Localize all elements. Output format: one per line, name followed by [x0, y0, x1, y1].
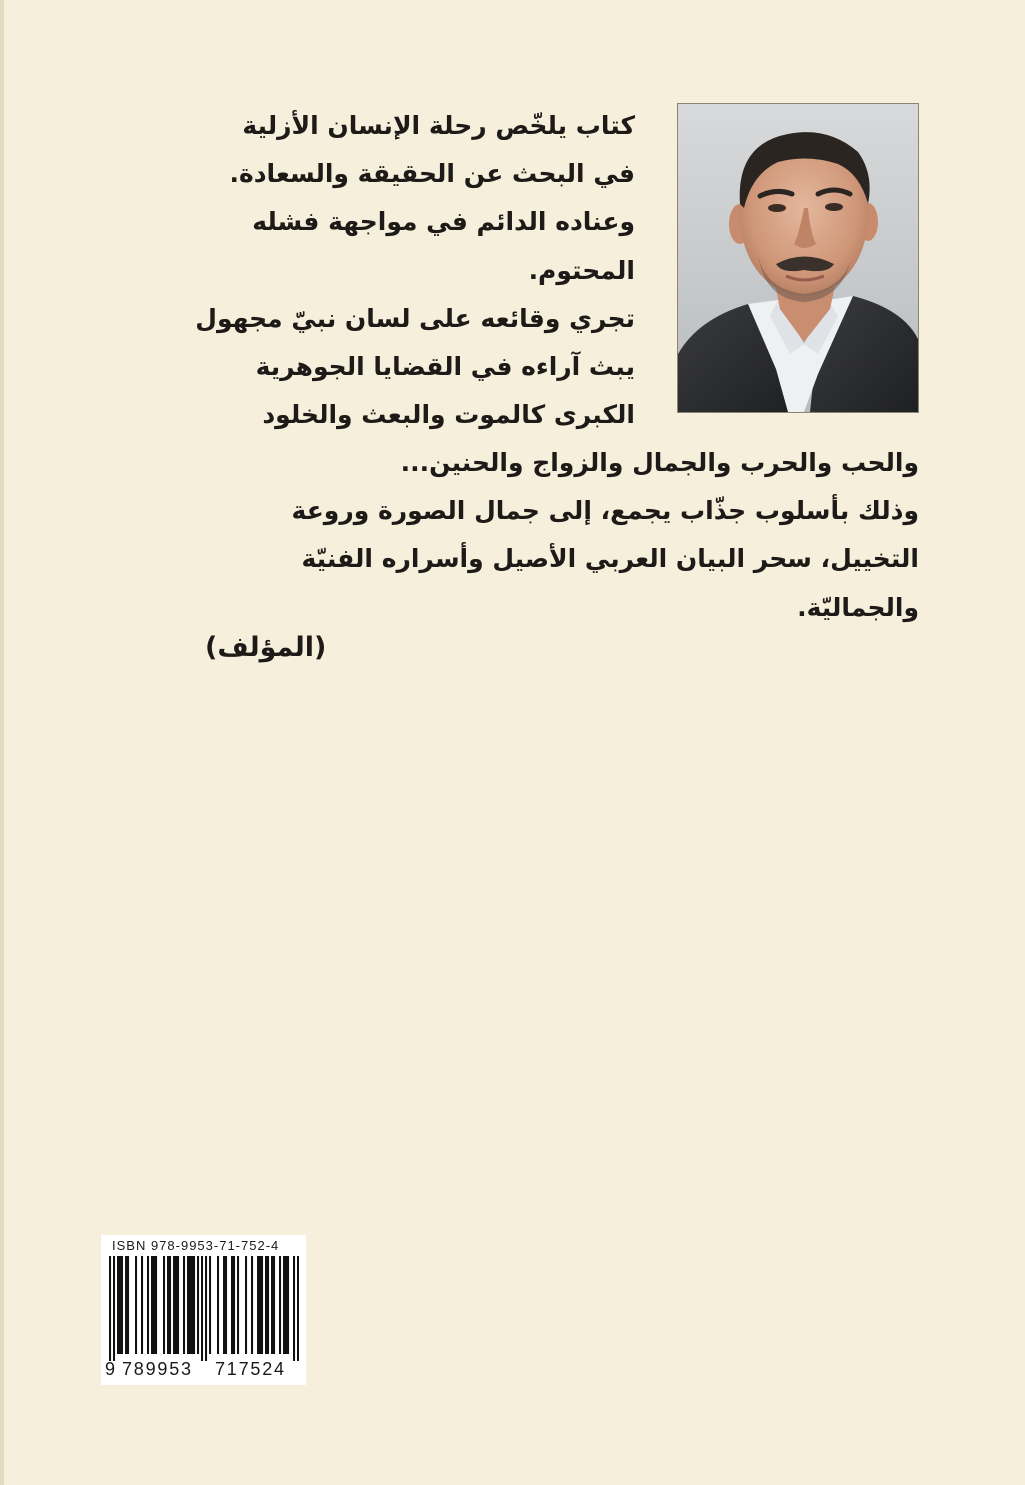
barcode-bar	[113, 1256, 115, 1361]
barcode-bar	[163, 1256, 165, 1354]
barcode-bar	[297, 1256, 299, 1361]
barcode-bar	[175, 1256, 177, 1354]
barcode-bar	[119, 1256, 121, 1354]
barcode-bar	[225, 1256, 227, 1354]
barcode-bar	[231, 1256, 233, 1354]
barcode-bar	[125, 1256, 127, 1354]
author-photo	[677, 103, 919, 413]
barcode-bar	[237, 1256, 239, 1354]
barcode-bar	[273, 1256, 275, 1354]
barcode-bar	[169, 1256, 171, 1354]
barcode-bar	[233, 1256, 235, 1354]
barcode-bar	[167, 1256, 169, 1354]
cover-edge	[0, 0, 4, 1485]
barcode-bar	[209, 1256, 211, 1354]
barcode-bar	[127, 1256, 129, 1354]
barcode-bar	[245, 1256, 247, 1354]
barcode-bar	[285, 1256, 287, 1354]
blurb-line: والحب والحرب والجمال والزواج والحنين...	[400, 448, 919, 477]
barcode-bar	[201, 1256, 203, 1361]
barcode-bar	[223, 1256, 225, 1354]
barcode-bar	[155, 1256, 157, 1354]
barcode-bar	[293, 1256, 295, 1361]
barcode-bar	[135, 1256, 137, 1354]
barcode-bar	[287, 1256, 289, 1354]
blurb-line: تجري وقائعه على لسان نبيّ مجهول	[195, 303, 635, 333]
barcode-bar	[205, 1256, 207, 1361]
barcode-bar	[261, 1256, 263, 1354]
barcode-bar	[191, 1256, 193, 1354]
barcode-bar	[141, 1256, 143, 1354]
barcode-bar	[217, 1256, 219, 1354]
ean-first-digit: 9	[105, 1359, 116, 1379]
blurb-line: يبث آراءه في القضايا الجوهرية	[255, 351, 635, 381]
barcode-bar	[177, 1256, 179, 1354]
isbn-barcode	[101, 1235, 306, 1385]
barcode-bar	[173, 1256, 175, 1354]
blurb-line: الكبرى كالموت والبعث والخلود	[262, 400, 635, 430]
barcode-bar	[121, 1256, 123, 1354]
barcode-bar	[251, 1256, 253, 1354]
author-signature: (المؤلف)	[205, 632, 327, 663]
barcode-bar	[283, 1256, 285, 1354]
isbn-label: ISBN 978-9953-71-752-4	[112, 1238, 280, 1253]
barcode-bar	[153, 1256, 155, 1354]
barcode-bar	[151, 1256, 153, 1354]
blurb-line: وعناده الدائم في مواجهة فشله	[252, 207, 635, 237]
barcode-bar	[267, 1256, 269, 1354]
blurb-line: التخييل، سحر البيان العربي الأصيل وأسراره الفنيّة	[301, 544, 919, 574]
barcode-bar	[187, 1256, 189, 1354]
barcode-bar	[109, 1256, 111, 1361]
barcode-bar	[257, 1256, 259, 1354]
blurb-beside-photo	[195, 102, 635, 439]
ean-left-group: 789953	[122, 1359, 193, 1379]
barcode-bar	[147, 1256, 149, 1354]
barcode-bar	[265, 1256, 267, 1354]
barcode-bar	[189, 1256, 191, 1354]
blurb-line: وذلك بأسلوب جذّاب يجمع، إلى جمال الصورة وروعة	[291, 496, 919, 526]
blurb-line: والجماليّة.	[797, 592, 919, 622]
blurb-line: المحتوم.	[528, 255, 635, 285]
barcode-bar	[197, 1256, 199, 1354]
barcode-bar	[117, 1256, 119, 1354]
barcode-bar	[279, 1256, 281, 1354]
barcode-bars	[109, 1256, 299, 1361]
barcode-bar	[183, 1256, 185, 1354]
blurb-line: كتاب يلخّص رحلة الإنسان الأزلية	[242, 111, 635, 140]
blurb-full-width	[203, 439, 919, 632]
barcode-bar	[193, 1256, 195, 1354]
barcode-bar	[271, 1256, 273, 1354]
blurb-line: في البحث عن الحقيقة والسعادة.	[229, 159, 635, 189]
ean-right-group: 717524	[215, 1359, 286, 1379]
barcode-bar	[259, 1256, 261, 1354]
author-portrait-icon	[678, 104, 918, 412]
